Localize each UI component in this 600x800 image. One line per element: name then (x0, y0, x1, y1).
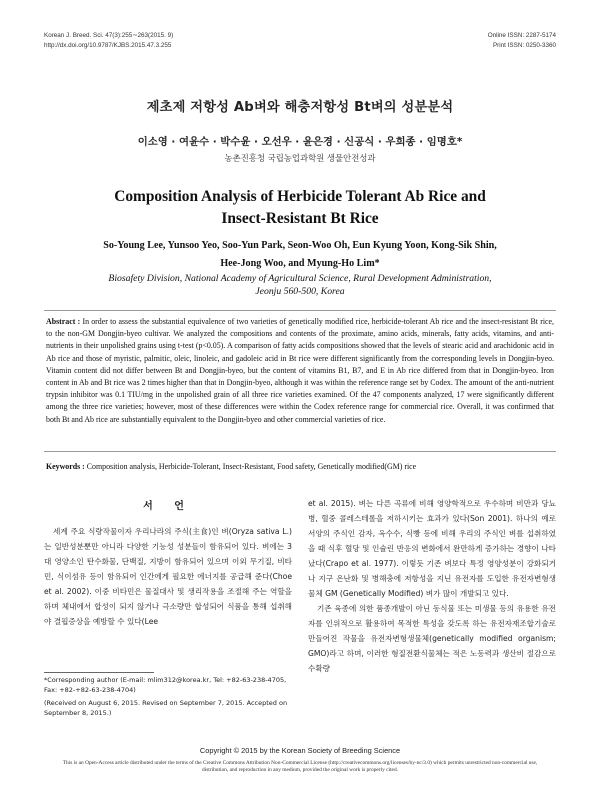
english-authors-line1: So-Young Lee, Yunsoo Yeo, Soo-Yun Park, Seon-Woo Oh, Eun Kyung Yoon, Kong-Sik Shin, (103, 240, 497, 251)
footnote-divider (44, 672, 154, 673)
abstract-bottom-divider (44, 451, 556, 452)
journal-header-right (488, 31, 556, 50)
abstract (46, 316, 554, 426)
print-issn: Print ISSN: 0250-3360 (492, 41, 556, 49)
section-heading-introduction: 서 언 (143, 501, 193, 512)
korean-title: 제초제 저항성 Ab벼와 해충저항성 Bt벼의 성분분석 (146, 100, 454, 115)
footnote (44, 676, 292, 722)
keywords (46, 462, 554, 471)
body-column-right (308, 496, 556, 676)
english-title-line2: Insect-Resistant Bt Rice (221, 210, 379, 227)
body-paragraph: 기존 육종에 의한 품종개발이 아닌 동식물 또는 미생물 등의 유용한 유전자를 인위적으로 활용하여 목적한 특성을 갖도록 하는 유전자재조합기술로 만들어진 작물을 유전자변형생물체(genetically modified organism; GMO)라고 하며, 이러한 형질전환식물체는 적은 노동력과 생산비 절감으로 수확량 (308, 604, 556, 673)
journal-citation: Korean J. Breed. Sci. 47(3):255∼263(2015. 9) (44, 32, 174, 39)
english-affiliation-line2: Jeonju 560-500, Korea (255, 286, 345, 297)
english-affiliation (0, 272, 600, 298)
copyright-notice: Copyright © 2015 by the Korean Society of Breeding Science (199, 746, 401, 755)
body-paragraph: et al. 2015). 벼는 다른 곡류에 비해 영양학적으로 우수하며 비만과 당뇨병, 혈중 콜레스테롤을 저하시키는 효과가 있다(Son 2001). 하나의 예로 서양의 주식인 감자, 옥수수, 식빵 등에 비해 우리의 주식인 벼를 섭취하였을 때 식후 혈당 및 인슐린 반응의 변화에서 완만하게 증가하는 경향이 나타났다(Crapo et al. 1977). 이렇듯 기존 벼보다 특정 영양성분이 강화되거나 지구 온난화 및 병해충에 저항성을 지닌 유전자를 도입한 유전자변형생물체 GM (Genetically Modified) 벼가 많이 개발되고 있다. (308, 499, 556, 598)
license-notice: This is an Open-Access article distributed under the terms of the Creative Commons Attribution Non-Commercial License (http://creativecommons.org/licenses/by-nc/3.0) which permits unrestricted non-commercial use, distribution, and reproduction in any medium, provided the original work is properly cited. (62, 760, 538, 774)
corresponding-author: *Corresponding author (E-mail: mlim312@korea.kr, Tel: +82-63-238-4705, Fax: +82-+82-63-238-4704) (44, 676, 287, 694)
abstract-text: In order to assess the substantial equivalence of two varieties of genetically modified rice, herbicide-tolerant Ab rice and the insect-resistant Bt rice, to the non-GM Dongjin-byeo cultivar. We analyzed the compositions and contents of the proximate, amino acids, minerals, fatty acids, vitamins, and anti-nutrients in their unpolished grains using t-test (p<0.05). A comparison of fatty acids compositions showed that the levels of stearic acid and arachidonic acid in Ab rice and those of myristic, palmitic, oleic, linoleic, and gadoleic acid in Bt rice were different significantly from the corresponding levels in Dongjin-byeo. Vitamin content did not differ between Bt and Dongjin-byeo, but the content of vitamins B1, B7, and E in Ab rice differed from that in Dongjin-byeo. Iron content in Ab and Bt rice was 2 times higher than that in Dongjin-byeo, although it was within the reference range set by Codex. The amount of the anti-nutrient trypsin inhibitor was 0.1 TIU/mg in the unpolished grain of all three rice varieties examined. Of the 47 components analyzed, 17 were significantly different among the three rice varieties; however, most of these differences were within the Codex reference range for commercial rice. Overall, it was confirmed that both Bt and Ab rice are substantially equivalent to the Dongjin-byeo and other commercial varieties of rice. (46, 317, 554, 424)
english-authors (0, 237, 600, 273)
body-column-left (44, 524, 292, 629)
english-title-line1: Composition Analysis of Herbicide Tolerant Ab Rice and (114, 188, 486, 205)
body-paragraph: 세계 주요 식량작물이자 우리나라의 주식(主食)인 벼(Oryza sativa L.)는 일반성분뿐만 아니라 다양한 기능성 성분들이 함유되어 있다. 벼에는 3대 영양소인 탄수화물, 단백질, 지방이 함유되어 있으며 이외 무기질, 비타민, 식이섬유 등이 함유되어 인간에게 필요한 에너지를 공급해 준다(Choe et al. 2002). 이중 비타민은 물질대사 및 생리작용을 조절해 주는 역할을 하며 체내에서 합성이 되지 않거나 극소량만 합성되어 식품을 통해 섭취해야 결핍증상을 예방할 수 있다(Lee (44, 527, 292, 626)
online-issn: Online ISSN: 2287-5174 (487, 32, 556, 39)
korean-authors: 이소영 · 여윤수 · 박수윤 · 오선우 · 윤은경 · 신공식 · 우희종 · 임명호* (137, 136, 463, 148)
english-affiliation-line1: Biosafety Division, National Academy of Agricultural Science, Rural Development Administration, (108, 273, 492, 284)
english-authors-line2: Hee-Jong Woo, and Myung-Ho Lim* (220, 258, 380, 269)
keywords-label: Keywords : (46, 462, 85, 471)
doi-link[interactable]: http://dx.doi.org/10.9787/KJBS.2015.47.3.255 (44, 41, 172, 49)
keywords-text: Composition analysis, Herbicide-Tolerant, Insect-Resistant, Food safety, Genetically modified(GM) rice (86, 462, 417, 471)
journal-header-left (44, 31, 173, 50)
abstract-top-divider (44, 310, 556, 311)
abstract-label: Abstract : (46, 317, 81, 326)
english-title (0, 186, 600, 230)
received-dates: (Received on August 6, 2015. Revised on September 7, 2015. Accepted on September 8, 2015.) (44, 699, 288, 717)
korean-affiliation: 농촌진흥청 국립농업과학원 생물안전성과 (224, 153, 376, 163)
